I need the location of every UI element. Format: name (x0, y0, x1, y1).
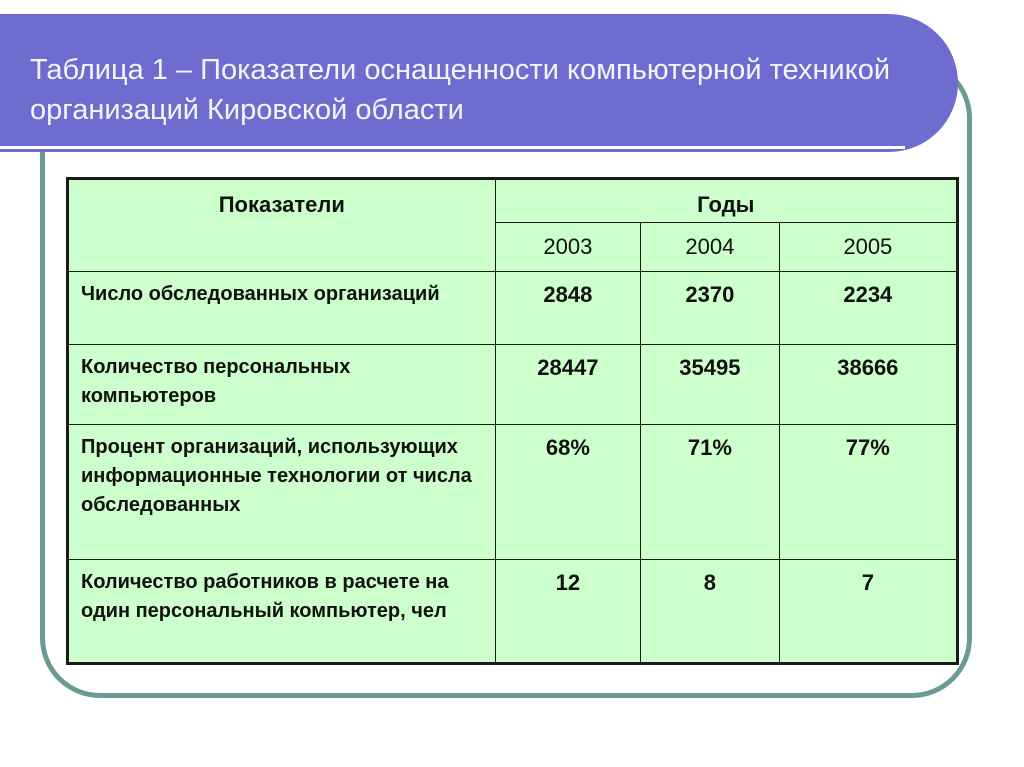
data-table (66, 177, 959, 665)
table-row (68, 272, 958, 345)
year-2003: 2003 (495, 223, 641, 272)
title-divider (0, 146, 905, 149)
cell-value: 2370 (641, 272, 780, 345)
title-bar (0, 14, 958, 152)
cell-value: 35495 (641, 345, 780, 425)
cell-value: 68% (495, 425, 641, 560)
cell-value: 8 (641, 560, 780, 664)
cell-value: 77% (779, 425, 957, 560)
cell-value: 71% (641, 425, 780, 560)
header-years: Годы (495, 179, 957, 223)
slide-title: Таблица 1 – Показатели оснащенности компьютерной техникой организаций Кировской области (30, 54, 891, 126)
table-row (68, 425, 958, 560)
year-2004: 2004 (641, 223, 780, 272)
row-label: Количество персональных компьютеров (68, 345, 496, 425)
cell-value: 28447 (495, 345, 641, 425)
cell-value: 38666 (779, 345, 957, 425)
cell-value: 7 (779, 560, 957, 664)
row-label: Процент организаций, использующих информационные технологии от числа обследованных (68, 425, 496, 560)
cell-value: 2234 (779, 272, 957, 345)
cell-value: 12 (495, 560, 641, 664)
row-label: Число обследованных организаций (68, 272, 496, 345)
cell-value: 2848 (495, 272, 641, 345)
year-2005: 2005 (779, 223, 957, 272)
header-indicators: Показатели (68, 179, 496, 272)
row-label: Количество работников в расчете на один персональный компьютер, чел (68, 560, 496, 664)
table-row (68, 345, 958, 425)
table-row (68, 560, 958, 664)
